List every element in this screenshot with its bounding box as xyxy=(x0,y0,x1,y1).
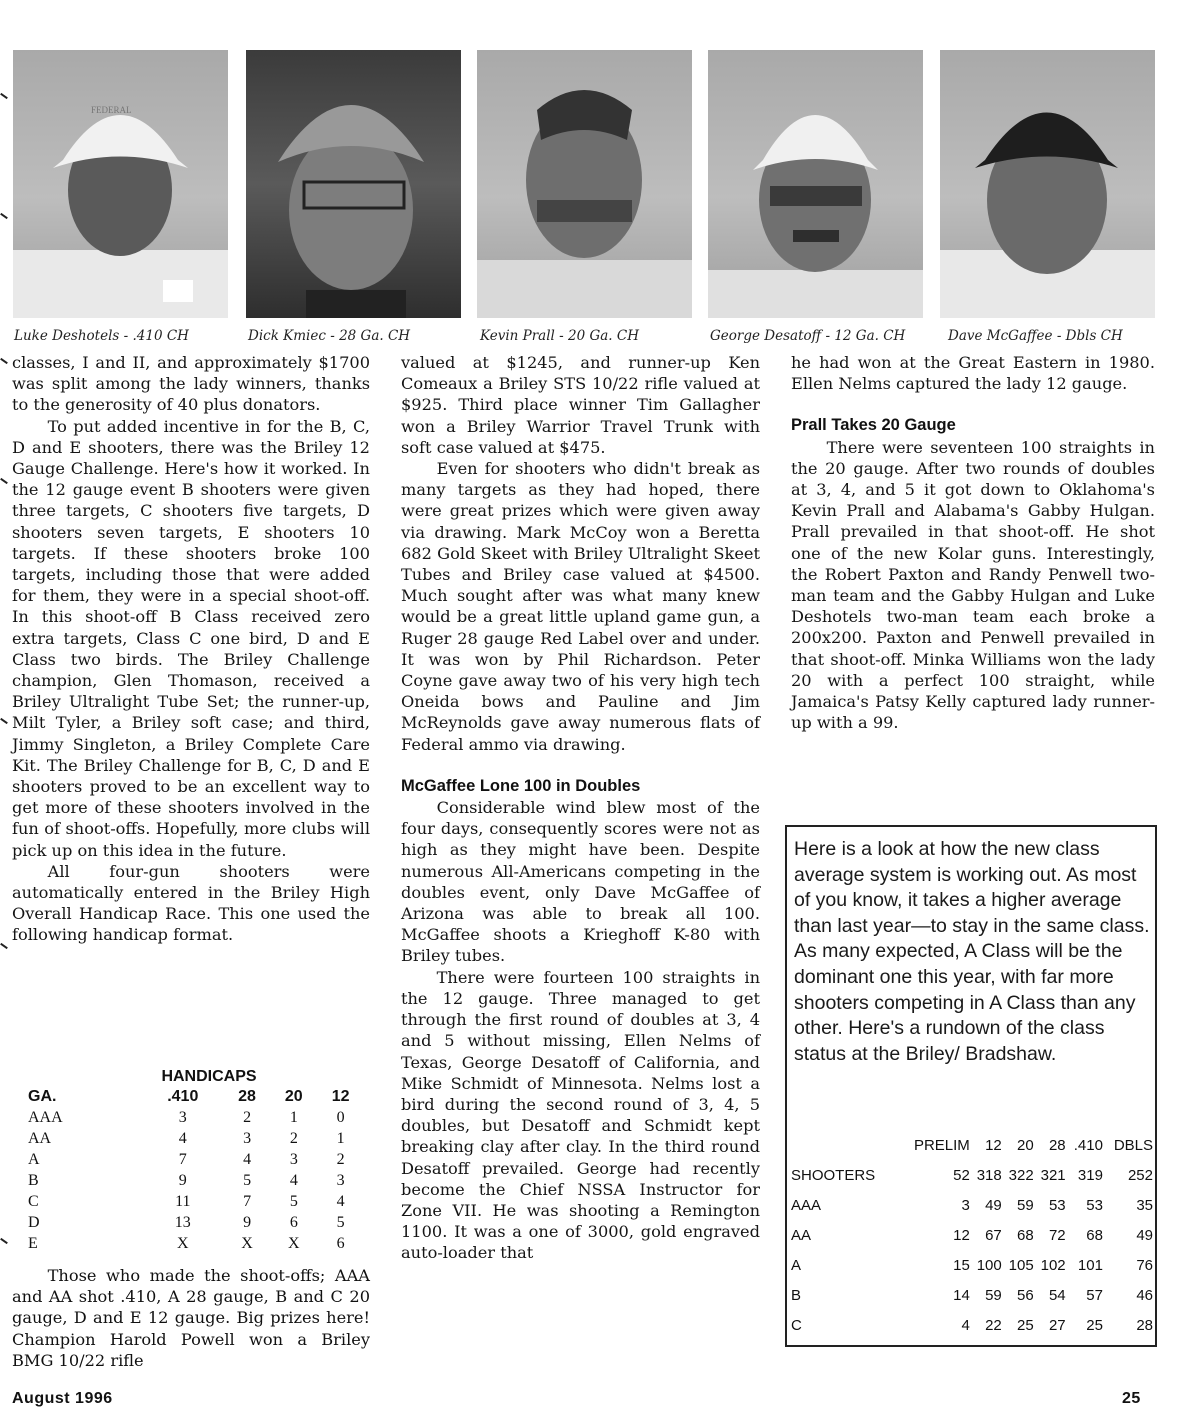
table-row xyxy=(14,1191,364,1212)
table-row xyxy=(14,1107,364,1128)
col1-paragraph: Those who made the shoot-offs; AAA and AA shot .410, A 28 gauge, B and C 20 gauge, D and E 12 gauge. Big prizes here! Champion Harold Powell won a Briley BMG 10/22 rifle xyxy=(12,1266,370,1370)
caption-desatoff: George Desatoff - 12 Ga. CH xyxy=(710,328,906,344)
cell: 5 xyxy=(243,1171,252,1189)
table-header-row xyxy=(791,1130,1153,1160)
caption-mcgaffee: Dave McGaffee - Dbls CH xyxy=(948,328,1123,344)
section-heading: Prall Takes 20 Gauge xyxy=(791,416,956,435)
cell: AAA xyxy=(28,1108,63,1126)
cell: C xyxy=(28,1192,39,1210)
column-1 xyxy=(12,352,370,946)
cell: 4 xyxy=(336,1192,345,1210)
cell: 27 xyxy=(1048,1316,1066,1334)
cell: C xyxy=(791,1316,802,1334)
cell: 76 xyxy=(1136,1256,1153,1274)
header-cell xyxy=(791,1130,898,1160)
table-row xyxy=(791,1280,1153,1310)
cell: 11 xyxy=(175,1192,191,1210)
header-cell: 20 xyxy=(1017,1136,1034,1154)
table-row xyxy=(791,1160,1153,1190)
cell: AA xyxy=(28,1129,52,1147)
cell: AA xyxy=(791,1226,812,1244)
cell: 53 xyxy=(1048,1196,1066,1214)
cell: 2 xyxy=(289,1129,298,1147)
cell: 59 xyxy=(1017,1196,1034,1214)
cell: 105 xyxy=(1008,1256,1034,1274)
header-cell: DBLS xyxy=(1113,1136,1153,1154)
handicaps-title: HANDICAPS xyxy=(161,1068,257,1085)
photo-prall xyxy=(477,50,692,318)
cell: 7 xyxy=(178,1150,187,1168)
cell: 322 xyxy=(1008,1166,1034,1184)
cell: A xyxy=(28,1150,40,1168)
cell: X xyxy=(241,1234,253,1252)
cell: A xyxy=(791,1256,802,1274)
cell: 252 xyxy=(1127,1166,1153,1184)
cell: 57 xyxy=(1086,1286,1103,1304)
cell: 9 xyxy=(243,1213,252,1231)
cell: 5 xyxy=(289,1192,298,1210)
footer-date: August 1996 xyxy=(12,1390,113,1407)
header-cell: 12 xyxy=(331,1087,350,1105)
cell: D xyxy=(28,1213,40,1231)
cell: 4 xyxy=(961,1316,970,1334)
margin-mark xyxy=(0,943,8,949)
cell: 4 xyxy=(289,1171,298,1189)
col2-paragraph: valued at $1245, and runner-up Ken Comeaux a Briley STS 10/22 rifle valued at $925. Third place winner Tim Gallagher won a Briley Warrior Travel Trunk with soft case valued at $475. xyxy=(401,353,760,457)
cell: AAA xyxy=(791,1196,822,1214)
header-cell: GA. xyxy=(28,1087,57,1105)
margin-mark xyxy=(0,718,8,724)
caption-prall: Kevin Prall - 20 Ga. CH xyxy=(480,328,639,344)
table-row xyxy=(791,1250,1153,1280)
cell: 0 xyxy=(336,1108,345,1126)
table-row xyxy=(791,1310,1153,1340)
cell: 100 xyxy=(976,1256,1002,1274)
cell: 9 xyxy=(178,1171,187,1189)
cell: 5 xyxy=(336,1213,345,1231)
cell: 319 xyxy=(1077,1166,1103,1184)
cell: 12 xyxy=(953,1226,970,1244)
cell: 2 xyxy=(336,1150,345,1168)
cell: 6 xyxy=(289,1213,298,1231)
cell: 14 xyxy=(953,1286,970,1304)
section-heading: McGaffee Lone 100 in Doubles xyxy=(401,776,641,795)
photo-deshotels xyxy=(13,50,228,318)
cell: 13 xyxy=(174,1213,191,1231)
table-row xyxy=(14,1149,364,1170)
cell: X xyxy=(288,1234,300,1252)
caption-deshotels: Luke Deshotels - .410 CH xyxy=(14,328,189,344)
column-3 xyxy=(791,352,1155,733)
cell: 7 xyxy=(243,1192,252,1210)
cell: 318 xyxy=(976,1166,1002,1184)
cell: 52 xyxy=(953,1166,970,1184)
cell: 46 xyxy=(1136,1286,1153,1304)
class-status-intro: Here is a look at how the new class average system is working out. As most of you know, it takes a higher average than last year—to stay in the same class. As many expected, A Class will be the dominant one this year, with far more shooters competing in A Class than any other. Here's a rundown of the class status at the Briley/ Bradshaw. xyxy=(794,838,1150,1065)
cell: X xyxy=(177,1234,189,1252)
cell: 4 xyxy=(243,1150,252,1168)
col2-paragraph: Even for shooters who didn't break as many targets as they had hoped, there were great prizes which were given away via drawing. Mark McCoy won a Beretta 682 Gold Skeet with Briley Ultralight Skeet Tubes and Briley case valued at $4500. Much sought after was what many knew would be a great little upland game gun, a Ruger 28 gauge Red Label over and under. It was won by Phil Richardson. Peter Coyne gave away two of his very high tech Oneida bows and Pauline and Jim McReynolds gave away numerous flats of Federal ammo via drawing. xyxy=(401,459,760,754)
cell: 15 xyxy=(953,1256,970,1274)
cell: 6 xyxy=(336,1234,345,1252)
col2-paragraph: Considerable wind blew most of the four days, consequently scores were not as high as they might have been. Despite numerous All-Americans competing in the doubles event, only Dave McGaffee of Arizona was able to break all 100. McGaffee shoots a Krieghoff K-80 with Briley tubes. xyxy=(401,798,760,966)
cell: 3 xyxy=(178,1108,187,1126)
cell: 72 xyxy=(1048,1226,1066,1244)
header-cell: .410 xyxy=(167,1087,199,1105)
margin-mark xyxy=(0,478,8,484)
header-cell: PRELIM xyxy=(913,1136,970,1154)
header-cell: .410 xyxy=(1073,1136,1103,1154)
photo-mcgaffee xyxy=(940,50,1155,318)
table-row xyxy=(14,1233,364,1254)
col1-paragraph: All four-gun shooters were automatically entered in the Briley High Overall Handicap Race. This one used the following handicap format. xyxy=(12,861,370,945)
header-cell: 12 xyxy=(985,1136,1002,1154)
cell: 101 xyxy=(1077,1256,1103,1274)
cell: E xyxy=(28,1234,38,1252)
cell: 25 xyxy=(1017,1316,1034,1334)
col1-paragraph: To put added incentive in for the B, C, D and E shooters, there was the Briley 12 Gauge Challenge. Here's how it worked. In the 12 gauge event B shooters were given three targets, C shooters five targets, D shooters seven targets, E shooters 10 targets. If these shooters broke 100 targets, including those that were added for them, they were in a special shoot-off. In this shoot-off B Class received zero extra targets, Class C one bird, D and E Class two birds. The Briley Challenge champion, Glen Thomason, received a Briley Ultralight Tube Set; the runner-up, Milt Tyler, a Briley soft case; and third, Jimmy Singleton, a Briley Complete Care Kit. The Briley Challenge for B, C, D and E shooters proved to be an excellent way to get more of these shooters involved in the fun of shoot-offs. Hopefully, more clubs will pick up on this idea in the future. xyxy=(12,416,370,860)
cell: 25 xyxy=(1086,1316,1103,1334)
cell: 3 xyxy=(243,1129,252,1147)
margin-mark xyxy=(0,1238,8,1244)
cell: 1 xyxy=(289,1108,298,1126)
cell: 321 xyxy=(1040,1166,1066,1184)
table-row xyxy=(791,1190,1153,1220)
cell: 56 xyxy=(1017,1286,1034,1304)
cell: SHOOTERS xyxy=(791,1166,876,1184)
cell: 3 xyxy=(289,1150,298,1168)
header-cell: 28 xyxy=(1048,1136,1066,1154)
col3-paragraph: There were seventeen 100 straights in the 20 gauge. After two rounds of doubles at 3, 4, and 5 it got down to Oklahoma's Kevin Prall and Alabama's Gabby Hulgan. Prall prevailed in that shoot-off. He shot one of the new Kolar guns. Interestingly, the Robert Paxton and Randy Penwell two-man team and the Gabby Hulgan and Luke Deshotels two-man team each broke a 200x200. Paxton and Penwell prevailed in that shoot-off. Minka Williams won the lady 20 with a perfect 100 straight, while Jamaica's Patsy Kelly captured lady runner-up with a 99. xyxy=(791,437,1155,733)
cell: 49 xyxy=(1136,1226,1153,1244)
cell: 4 xyxy=(178,1129,187,1147)
col1-after-table xyxy=(12,1265,370,1371)
cell: 102 xyxy=(1040,1256,1066,1274)
photo-kmiec xyxy=(246,50,461,318)
col2-paragraph: There were fourteen 100 straights in the 12 gauge. Three managed to get through the first round of doubles at 3, 4 and 5 without missing, Ellen Nelms of Texas, George Desatoff of California, and Mike Schmidt of Minnesota. Nelms lost a bird during the second round of 3, 4, 5 doubles, but Desatoff and Schmidt kept breaking clay after clay. In the third round Desatoff prevailed. George had recently become the Chief NSSA Instructor for Zone VII. He was shooting a Remington 1100. It was a one of 3000, gold engraved auto-loader that xyxy=(401,967,760,1263)
margin-mark xyxy=(0,358,8,364)
cell: 35 xyxy=(1136,1196,1153,1214)
margin-mark xyxy=(0,93,8,99)
table-row xyxy=(14,1128,364,1149)
cell: 59 xyxy=(985,1286,1002,1304)
cell: 49 xyxy=(985,1196,1002,1214)
cell: 53 xyxy=(1086,1196,1103,1214)
table-row xyxy=(14,1170,364,1191)
cell: 3 xyxy=(961,1196,970,1214)
page-number: 25 xyxy=(1122,1390,1141,1407)
header-cell: 20 xyxy=(284,1087,303,1105)
cell: 1 xyxy=(336,1129,345,1147)
table-row xyxy=(791,1220,1153,1250)
cell: 28 xyxy=(1136,1316,1153,1334)
cell: 68 xyxy=(1086,1226,1103,1244)
handicaps-table xyxy=(14,1068,374,1254)
photo-desatoff xyxy=(708,50,923,318)
cell: 54 xyxy=(1048,1286,1066,1304)
table-header-row xyxy=(14,1086,364,1107)
table-row xyxy=(14,1212,364,1233)
col3-paragraph: he had won at the Great Eastern in 1980. Ellen Nelms captured the lady 12 gauge. xyxy=(791,353,1155,394)
class-status-table xyxy=(791,1130,1153,1340)
margin-mark xyxy=(0,213,8,219)
col1-paragraph: classes, I and II, and approximately $1700 was split among the lady winners, thanks to the generosity of 40 plus donators. xyxy=(12,353,370,415)
cell: 67 xyxy=(985,1226,1002,1244)
column-2 xyxy=(401,352,760,1264)
cell: 3 xyxy=(336,1171,345,1189)
cell: 22 xyxy=(985,1316,1002,1334)
class-status-box xyxy=(785,825,1157,1347)
hat-text: FEDERAL xyxy=(91,105,132,115)
cell: B xyxy=(791,1286,802,1304)
header-cell: 28 xyxy=(238,1087,256,1105)
cell: B xyxy=(28,1171,39,1189)
cell: 2 xyxy=(243,1108,252,1126)
caption-kmiec: Dick Kmiec - 28 Ga. CH xyxy=(248,328,411,344)
cell: 68 xyxy=(1017,1226,1034,1244)
